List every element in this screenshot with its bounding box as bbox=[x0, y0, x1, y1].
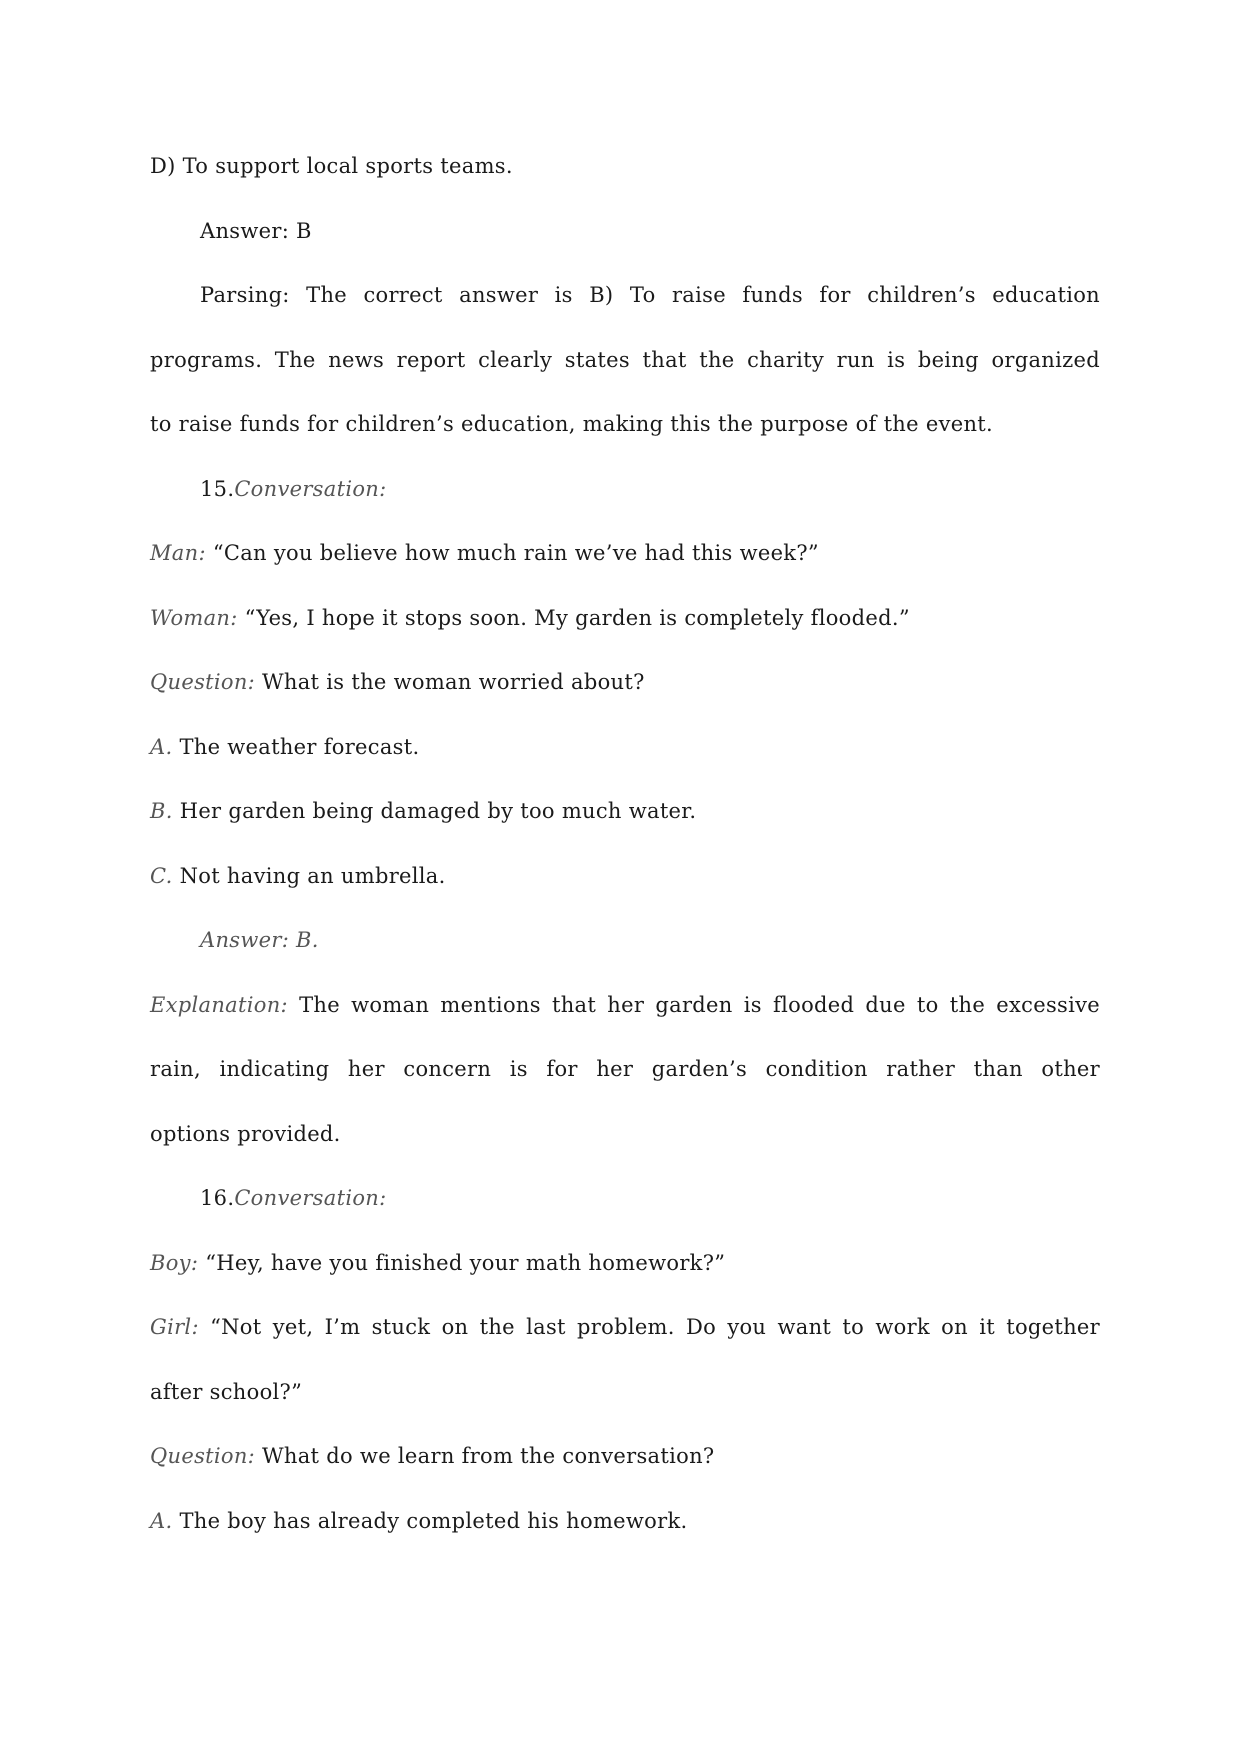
speaker-label: Girl: bbox=[150, 1315, 199, 1339]
explanation-line-2 bbox=[150, 1054, 1100, 1084]
speaker-text-continued: after school?” bbox=[150, 1380, 303, 1404]
question-text: What is the woman worried about? bbox=[262, 670, 645, 694]
explanation-line-3 bbox=[150, 1119, 1100, 1149]
parsing-text-2: programs. The news report clearly states that the charity run is being organized bbox=[150, 348, 1100, 372]
speaker-label: Woman: bbox=[150, 606, 238, 630]
question-number: 16. bbox=[200, 1186, 235, 1210]
parsing-line-2 bbox=[150, 345, 1100, 375]
speaker-text: “Can you believe how much rain we’ve had this week?” bbox=[212, 541, 819, 565]
question-15-heading bbox=[200, 474, 1150, 504]
option-c-line bbox=[150, 861, 1100, 891]
explanation-label: Explanation: bbox=[150, 993, 288, 1017]
parsing-text-3: to raise funds for children’s education, making this the purpose of the event. bbox=[150, 412, 993, 436]
explanation-text-2: rain, indicating her concern is for her garden’s condition rather than other bbox=[150, 1057, 1100, 1081]
option-d-text: D) To support local sports teams. bbox=[150, 154, 513, 178]
question-label: Question: bbox=[150, 670, 256, 694]
option-d-line bbox=[150, 151, 1100, 181]
speaker-text: “Not yet, I’m stuck on the last problem. Do you want to work on it together bbox=[210, 1315, 1100, 1339]
option-text: Her garden being damaged by too much water. bbox=[179, 799, 697, 823]
question-16-heading bbox=[200, 1183, 1150, 1213]
conversation-label: Conversation: bbox=[234, 1186, 387, 1210]
answer-text: Answer: B bbox=[200, 219, 312, 243]
question-line bbox=[150, 667, 1100, 697]
question-line-16 bbox=[150, 1441, 1100, 1471]
option-label: B. bbox=[150, 799, 173, 823]
option-a-line-16 bbox=[150, 1506, 1100, 1536]
question-number: 15. bbox=[200, 477, 235, 501]
option-b-line bbox=[150, 796, 1100, 826]
answer-line-15 bbox=[200, 925, 1150, 955]
answer-line bbox=[200, 216, 1150, 246]
woman-line bbox=[150, 603, 1100, 633]
boy-line bbox=[150, 1248, 1100, 1278]
question-label: Question: bbox=[150, 1444, 256, 1468]
explanation-text-3: options provided. bbox=[150, 1122, 341, 1146]
speaker-text: “Yes, I hope it stops soon. My garden is completely flooded.” bbox=[244, 606, 910, 630]
parsing-line-1 bbox=[200, 280, 1100, 310]
option-text: Not having an umbrella. bbox=[179, 864, 446, 888]
girl-line-1 bbox=[150, 1312, 1100, 1342]
man-line bbox=[150, 538, 1100, 568]
option-label: A. bbox=[150, 1509, 173, 1533]
question-text: What do we learn from the conversation? bbox=[262, 1444, 715, 1468]
parsing-text-1: Parsing: The correct answer is B) To raise funds for children’s education bbox=[200, 283, 1100, 307]
option-a-line bbox=[150, 732, 1100, 762]
option-label: A. bbox=[150, 735, 173, 759]
option-text: The weather forecast. bbox=[179, 735, 420, 759]
girl-line-2 bbox=[150, 1377, 1100, 1407]
speaker-label: Boy: bbox=[150, 1251, 199, 1275]
conversation-label: Conversation: bbox=[234, 477, 387, 501]
option-text: The boy has already completed his homework. bbox=[179, 1509, 688, 1533]
speaker-text: “Hey, have you finished your math homework?” bbox=[205, 1251, 726, 1275]
option-label: C. bbox=[150, 864, 173, 888]
speaker-label: Man: bbox=[150, 541, 206, 565]
explanation-line-1 bbox=[150, 990, 1100, 1020]
explanation-text-1: The woman mentions that her garden is flooded due to the excessive bbox=[299, 993, 1100, 1017]
parsing-line-3 bbox=[150, 409, 1100, 439]
answer-text: Answer: B. bbox=[200, 928, 319, 952]
